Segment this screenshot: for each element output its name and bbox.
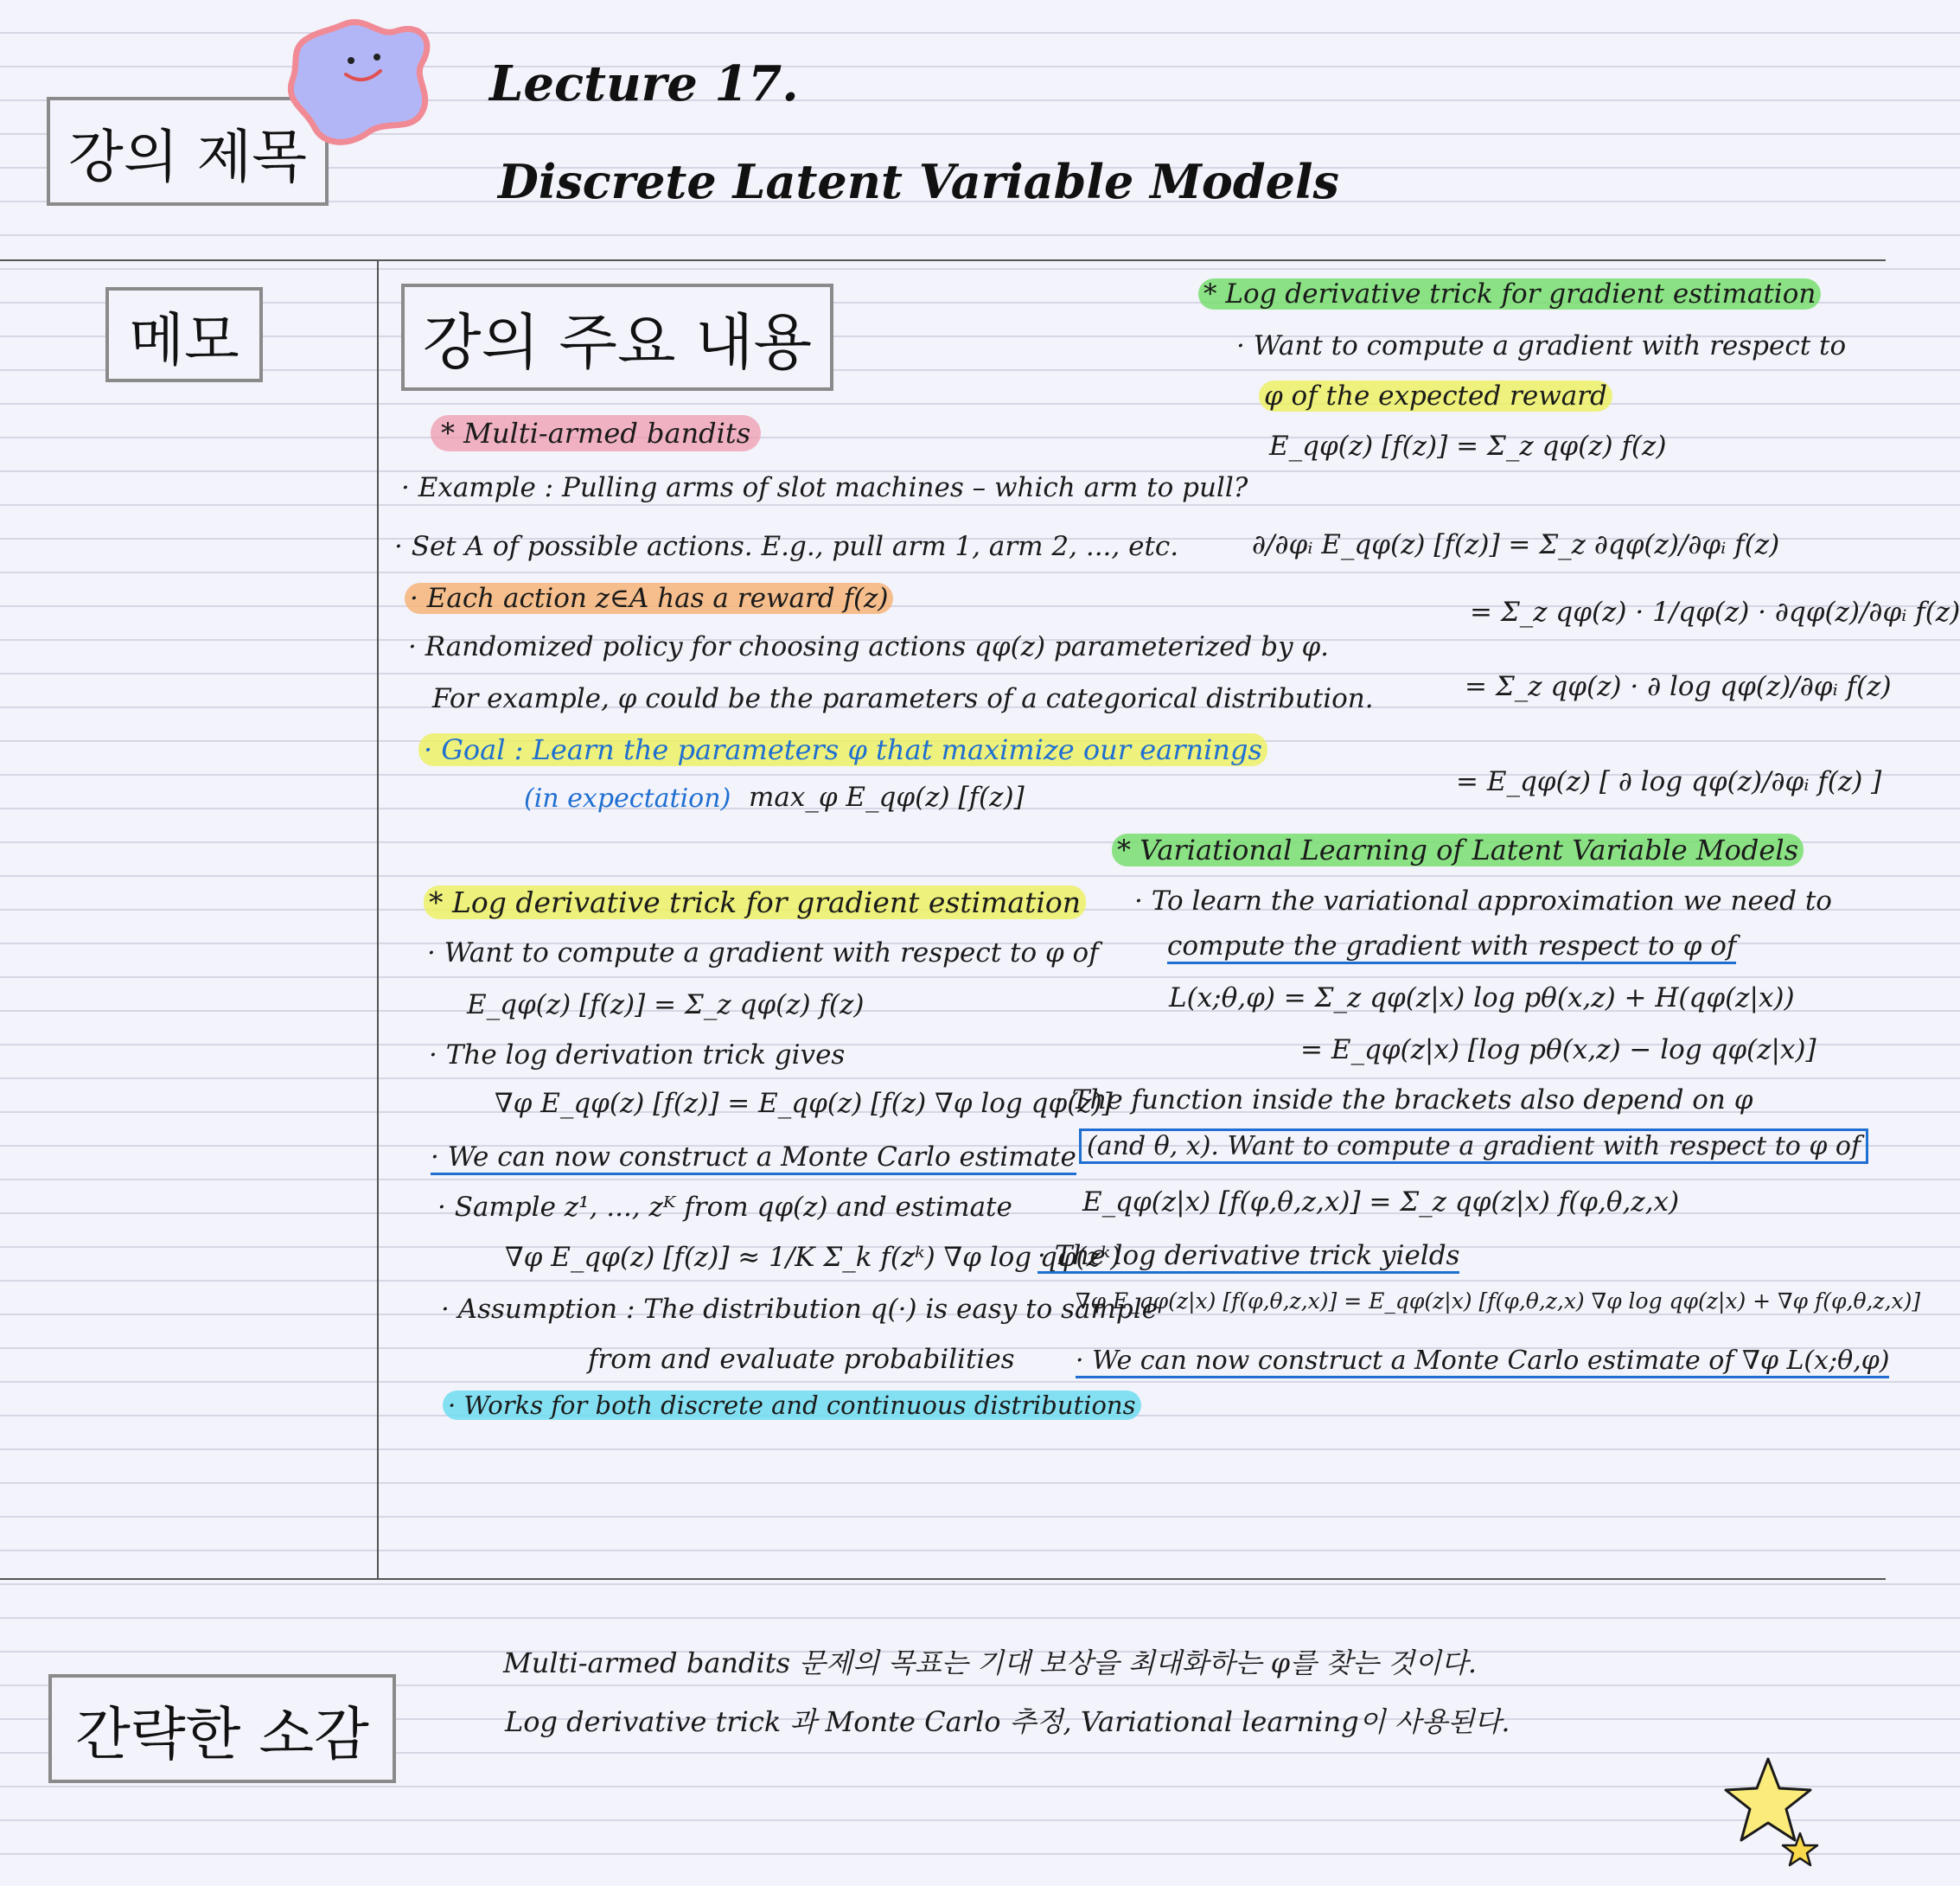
lecture-title: Discrete Latent Variable Models (498, 154, 1339, 209)
right-eq-5: = E_qφ(z) [ ∂ log qφ(z)/∂φᵢ f(z) ] (1456, 766, 1882, 797)
main-heading: 강의 주요 내용 (422, 306, 813, 378)
left-trick-title: * Log derivative trick for gradient estimation (424, 885, 1086, 919)
right-vl-4: = E_qφ(z|x) [log pθ(x,z) − log qφ(z|x)] (1300, 1034, 1816, 1065)
footer-label-box (48, 1674, 396, 1783)
right-vl-3: L(x;θ,φ) = Σ_z qφ(z|x) log pθ(x,z) + H(qφ(z|x)) (1169, 982, 1795, 1013)
footer-label: 간략한 소감 (75, 1700, 369, 1768)
star-sticker-icon (1721, 1755, 1824, 1868)
right-vl-6: (and θ, x). Want to compute a gradient with respect to φ of (1079, 1131, 1868, 1161)
header-divider (0, 259, 1886, 261)
right-vl-9: ∇φ E_qφ(z|x) [f(φ,θ,z,x)] = E_qφ(z|x) [f(φ,θ,z,x) ∇φ log qφ(z|x) + ∇φ f(φ,θ,z,x)] (1076, 1288, 1921, 1314)
sidebar-divider (377, 259, 379, 1579)
footer-line-2: Log derivative trick 과 Monte Carlo 추정, Variational learning이 사용된다. (505, 1705, 1510, 1738)
left-trick-line-10: · Works for both discrete and continuous distributions (443, 1391, 1141, 1420)
left-trick-line-1: · Want to compute a gradient with respect to φ of (427, 937, 1099, 969)
right-vl-7: E_qφ(z|x) [f(φ,θ,z,x)] = Σ_z qφ(z|x) f(φ,θ,z,x) (1082, 1186, 1680, 1218)
left-trick-line-3: · The log derivation trick gives (429, 1039, 846, 1071)
right-eq-2: ∂/∂φᵢ E_qφ(z) [f(z)] = Σ_z ∂qφ(z)/∂φᵢ f(z) (1252, 529, 1780, 560)
right-vl-8: · The log derivative trick yields (1037, 1240, 1459, 1271)
right-vl-1: · To learn the variational approximation we need to (1134, 885, 1832, 917)
right-eq-3: = Σ_z qφ(z) · 1/qφ(z) · ∂qφ(z)/∂φᵢ f(z) (1470, 597, 1960, 628)
right-trick-title: * Log derivative trick for gradient estimation (1198, 278, 1821, 310)
main-heading-box (401, 284, 833, 391)
right-eq-4: = Σ_z qφ(z) · ∂ log qφ(z)/∂φᵢ f(z) (1465, 671, 1892, 702)
title-label: 강의 제목 (67, 123, 307, 190)
memo-label: 메모 (129, 306, 239, 374)
right-vl-5: · The function inside the brackets also depend on φ (1055, 1084, 1753, 1116)
lecture-number: Lecture 17. (489, 55, 799, 112)
blob-sticker-icon (284, 16, 439, 152)
left-trick-line-2: E_qφ(z) [f(z)] = Σ_z qφ(z) f(z) (467, 989, 865, 1020)
left-trick-line-8: · Assumption : The distribution q(·) is easy to sample (441, 1294, 1159, 1325)
bandits-actions: · Set A of possible actions. E.g., pull arm 1, arm 2, ..., etc. (394, 531, 1179, 562)
right-want-2: φ of the expected reward (1259, 380, 1612, 412)
left-trick-line-4: ∇φ E_qφ(z) [f(z)] = E_qφ(z) [f(z) ∇φ log qφ(z)] (495, 1088, 1113, 1119)
right-vl-10: · We can now construct a Monte Carlo estimate of ∇φ L(x;θ,φ) (1076, 1346, 1889, 1376)
bandits-example: · Example : Pulling arms of slot machines – which arm to pull? (401, 472, 1248, 503)
footer-line-1: Multi-armed bandits 문제의 목표는 기대 보상을 최대화하는 φ를 찾는 것이다. (503, 1646, 1478, 1679)
bandits-goal-2-left: (in expectation) (524, 783, 731, 814)
memo-label-box (105, 287, 263, 382)
right-vl-2: compute the gradient with respect to φ of (1167, 930, 1736, 962)
left-trick-line-7: ∇φ E_qφ(z) [f(z)] ≈ 1/K Σ_k f(zᵏ) ∇φ log qφ(zᵏ) (505, 1242, 1121, 1273)
bandits-goal-2-right: max_φ E_qφ(z) [f(z)] (749, 782, 1025, 813)
footer-divider (0, 1578, 1886, 1580)
bandits-reward: · Each action z∈A has a reward f(z) (405, 583, 893, 614)
bandits-goal-1: · Goal : Learn the parameters φ that maximize our earnings (418, 733, 1267, 766)
bandits-policy-2: For example, φ could be the parameters of a categorical distribution. (432, 683, 1374, 714)
left-trick-line-9: from and evaluate probabilities (588, 1344, 1015, 1375)
bandits-title: * Multi-armed bandits (431, 417, 761, 450)
bandits-policy-1: · Randomized policy for choosing actions qφ(z) parameterized by φ. (408, 631, 1330, 662)
right-want-1: · Want to compute a gradient with respect to (1236, 330, 1847, 361)
left-trick-line-6: · Sample z¹, ..., zᴷ from qφ(z) and estimate (437, 1192, 1012, 1223)
right-eq-1: E_qφ(z) [f(z)] = Σ_z qφ(z) f(z) (1269, 431, 1667, 462)
right-vl-title: * Variational Learning of Latent Variable Models (1112, 834, 1804, 866)
left-trick-line-5: · We can now construct a Monte Carlo estimate (431, 1141, 1076, 1173)
